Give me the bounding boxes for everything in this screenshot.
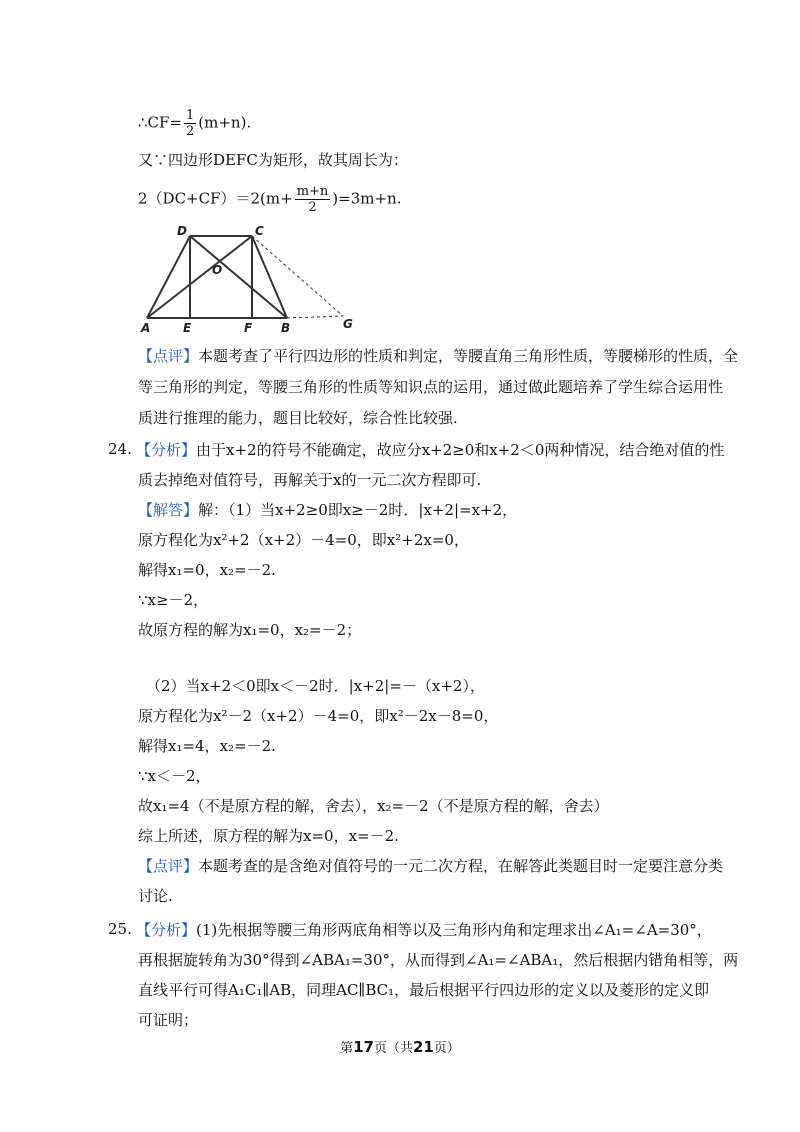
fraction-denominator: 2: [186, 124, 195, 139]
label-f: F: [244, 321, 253, 334]
fraction-numerator: m+n: [296, 184, 329, 199]
q23-review-line-3: 质进行推理的能力，题目比较好，综合性比较强.: [138, 409, 458, 427]
label-a: A: [141, 321, 151, 334]
fraction: [295, 184, 331, 215]
analysis-tag: 【分析】: [136, 921, 197, 939]
q24-answer-line-1: [138, 500, 517, 520]
q25-analysis-line-1: [136, 920, 712, 940]
q23-review-line-1: [138, 346, 738, 366]
footer-mid: 页（共: [373, 1041, 413, 1056]
q25-analysis-line-4: 可证明；: [138, 1011, 199, 1029]
q24-case2-line-5: 故x₁=4（不是原方程的解，舍去），x₂=－2（不是原方程的解，舍去）: [138, 797, 609, 815]
label-b: B: [281, 321, 291, 334]
segment-bc: [252, 236, 287, 318]
review-tag: 【点评】: [138, 857, 199, 875]
q24-case1-line-2: 原方程化为x²+2（x+2）－4=0，即x²+2x=0，: [138, 531, 469, 549]
fraction: [184, 108, 196, 139]
diagonal-db: [190, 236, 287, 318]
fraction-numerator: 1: [186, 108, 195, 123]
label-c: C: [255, 224, 264, 238]
q24-analysis-line-2: 质去掉绝对值符号，再解关于x的一元二次方程即可.: [138, 471, 482, 489]
label-o: O: [212, 263, 223, 277]
q24-analysis-line-1: [136, 440, 724, 460]
question-number-24: 24.: [108, 440, 132, 458]
perimeter-intro: 又∵四边形DEFC为矩形，故其周长为：: [138, 151, 408, 169]
question-number-25: 25.: [108, 920, 132, 938]
q24-case1-line-3: 解得x₁=0，x₂=－2.: [138, 561, 276, 579]
q25-analysis-line-3: 直线平行可得A₁C₁∥AB，同理AC∥BC₁，最后根据平行四边形的定义以及菱形的定义即: [138, 981, 710, 999]
cf-prefix: ∴CF=: [138, 113, 182, 132]
fraction-denominator: 2: [308, 200, 317, 215]
review-tag: 【点评】: [138, 347, 199, 365]
analysis-tag: 【分析】: [136, 441, 197, 459]
calc-prefix: 2（DC+CF）＝2(m+: [138, 189, 293, 208]
page-number: 17: [353, 1038, 374, 1056]
page-footer: [0, 1037, 800, 1056]
review-text: 本题考查的是含绝对值符号的一元二次方程，在解答此类题目时一定要注意分类: [198, 857, 724, 875]
page-total: 21: [413, 1038, 434, 1056]
q24-review-line-1: [138, 856, 723, 876]
perimeter-calc-line: [138, 184, 401, 215]
q23-review-line-2: 等三角形的判定，等腰三角形的性质等知识点的运用，通过做此题培养了学生综合运用性: [138, 378, 724, 396]
analysis-text: 由于x+2的符号不能确定，故应分x+2≥0和x+2＜0两种情况，结合绝对值的性: [196, 441, 725, 459]
cf-result-line: [138, 108, 251, 139]
segment-ad: [147, 236, 190, 318]
q25-analysis-line-2: 再根据旋转角为30°得到∠ABA₁=30°，从而得到∠A₁=∠ABA₁，然后根据内错角相等，两: [138, 951, 739, 969]
label-d: D: [177, 224, 187, 238]
q24-case2-line-6: 综上所述，原方程的解为x=0，x=－2.: [138, 827, 399, 845]
dashed-cg: [252, 236, 343, 316]
q24-case2-line-4: ∵x＜－2，: [138, 767, 211, 785]
analysis-text: (1)先根据等腰三角形两底角相等以及三角形内角和定理求出∠A₁=∠A=30°，: [196, 921, 712, 939]
q24-case2-line-3: 解得x₁=4，x₂=－2.: [138, 737, 276, 755]
review-text: 本题考查了平行四边形的性质和判定，等腰直角三角形性质，等腰梯形的性质，全: [198, 347, 739, 365]
label-e: E: [183, 321, 192, 334]
cf-suffix: (m+n).: [198, 113, 252, 132]
q24-case2-line-1: （2）当x+2＜0即x＜－2时．|x+2|=－（x+2），: [146, 677, 485, 695]
q24-case2-line-2: 原方程化为x²－2（x+2）－4=0，即x²－2x－8=0，: [138, 707, 499, 725]
label-g: G: [343, 317, 353, 331]
footer-post: 页）: [433, 1041, 460, 1056]
answer-text: 解：（1）当x+2≥0即x≥－2时．|x+2|=x+2，: [198, 501, 518, 519]
q24-case1-line-5: 故原方程的解为x₁=0，x₂=－2；: [138, 621, 362, 639]
q24-review-line-2: 讨论.: [138, 887, 173, 905]
calc-suffix: )=3m+n.: [332, 189, 402, 208]
q24-case1-line-4: ∵x≥－2，: [138, 591, 209, 609]
trapezoid-figure: [135, 222, 365, 334]
dashed-bg: [287, 316, 343, 318]
answer-tag: 【解答】: [138, 501, 199, 519]
diagonal-ac: [147, 236, 252, 318]
footer-pre: 第: [340, 1041, 354, 1056]
